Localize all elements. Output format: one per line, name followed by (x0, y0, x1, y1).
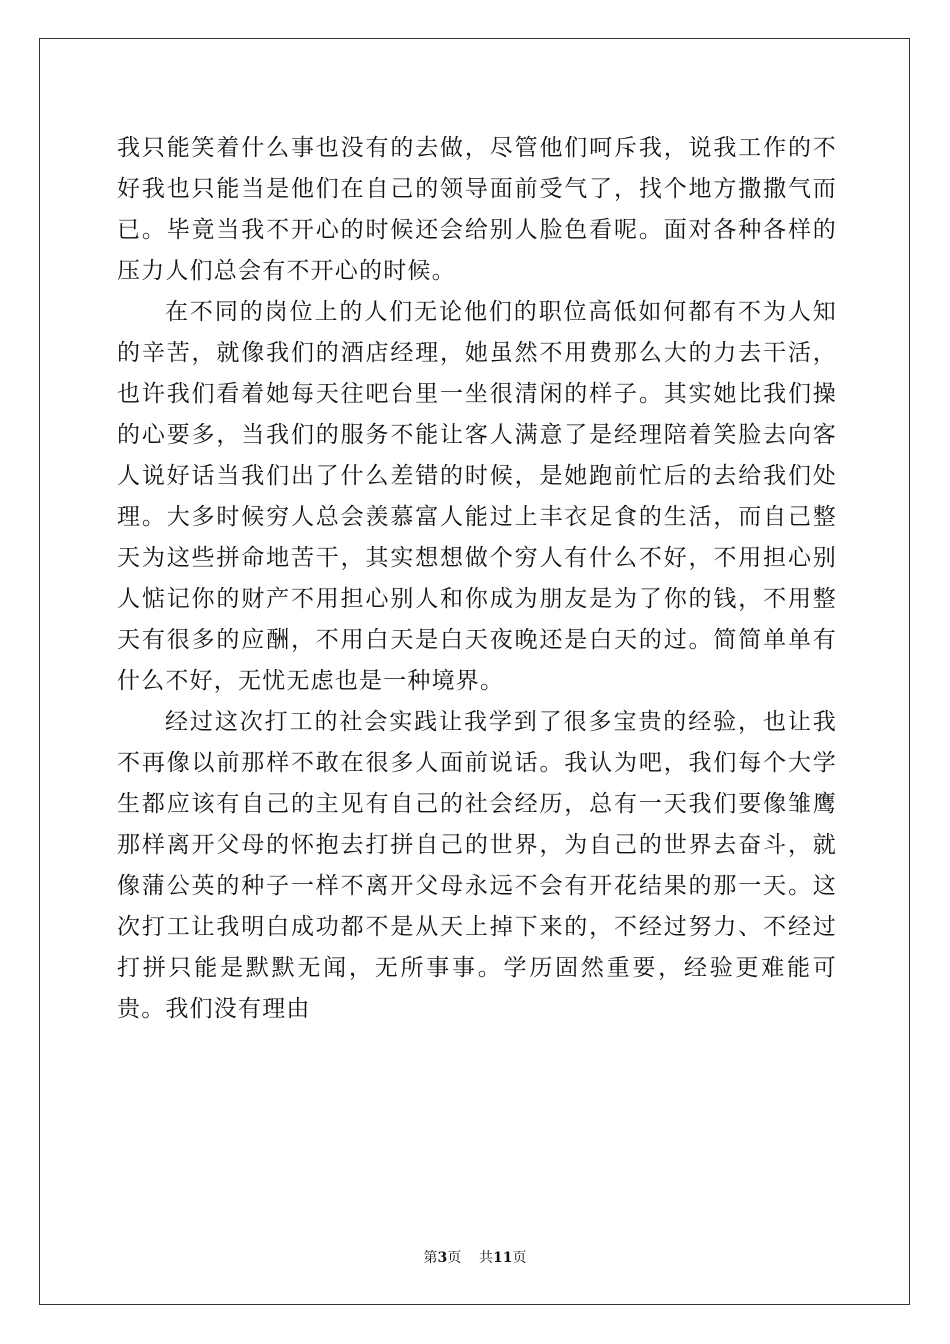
paragraph-2: 在不同的岗位上的人们无论他们的职位高低如何都有不为人知的辛苦，就像我们的酒店经理，她虽然不用费那么大的力去干活，也许我们看着她每天往吧台里一坐很清闲的样子。其实她比我们操的心要多，当我们的服务不能让客人满意了是经理陪着笑脸去向客人说好话当我们出了什么差错的时候，是她跑前忙后的去给我们处理。大多时候穷人总会羡慕富人能过上丰衣足食的生活，而自己整天为这些拼命地苦干，其实想想做个穷人有什么不好，不用担心别人惦记你的财产不用担心别人和你成为朋友是为了你的钱，不用整天有很多的应酬，不用白天是白天夜晚还是白天的过。简简单单有什么不好，无忧无虑也是一种境界。 (117, 299, 837, 694)
total-suffix: 页 (512, 1250, 527, 1266)
page-number: 3 (437, 1250, 448, 1266)
total-prefix: 共 (479, 1250, 494, 1266)
total-pages: 11 (493, 1250, 513, 1266)
page-suffix: 页 (447, 1250, 462, 1266)
document-body (117, 128, 837, 1030)
page-prefix: 第 (423, 1250, 438, 1266)
footer-spacer (461, 1250, 479, 1266)
paragraph-1: 我只能笑着什么事也没有的去做，尽管他们呵斥我，说我工作的不好我也只能当是他们在自己的领导面前受气了，找个地方撒撒气而已。毕竟当我不开心的时候还会给别人脸色看呢。面对各种各样的压力人们总会有不开心的时候。 (117, 135, 837, 284)
page-footer (0, 1247, 950, 1267)
paragraph-3: 经过这次打工的社会实践让我学到了很多宝贵的经验，也让我不再像以前那样不敢在很多人面前说话。我认为吧，我们每个大学生都应该有自己的主见有自己的社会经历，总有一天我们要像雏鹰那样离开父母的怀抱去打拼自己的世界，为自己的世界去奋斗，就像蒲公英的种子一样不离开父母永远不会有开花结果的那一天。这次打工让我明白成功都不是从天上掉下来的，不经过努力、不经过打拼只能是默默无闻，无所事事。学历固然重要，经验更难能可贵。我们没有理由 (117, 709, 837, 1022)
